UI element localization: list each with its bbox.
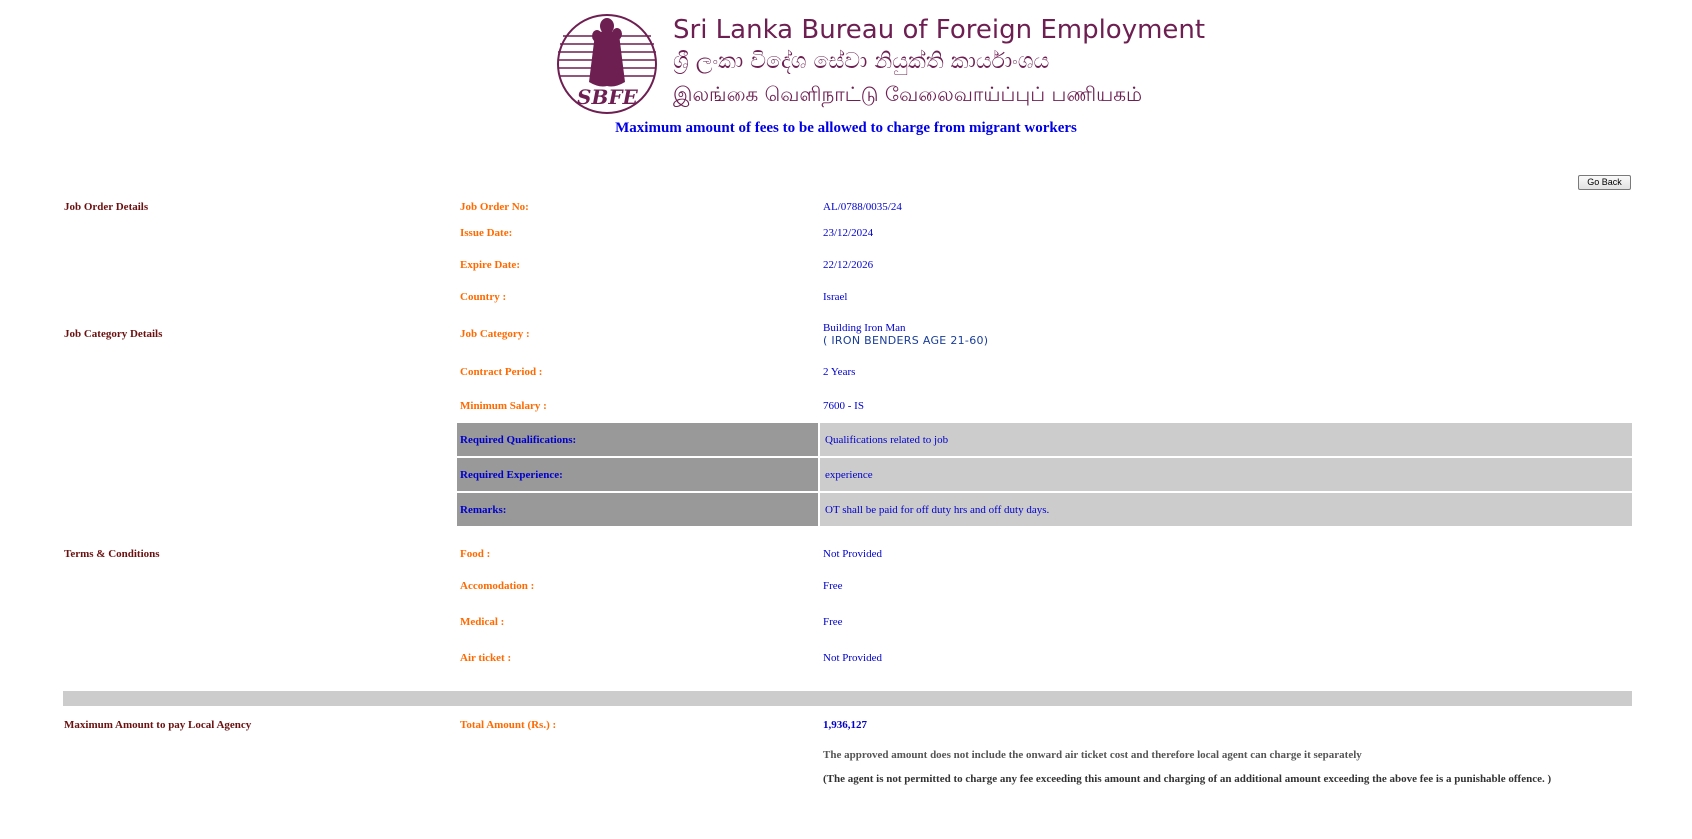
value-accommodation: Free bbox=[823, 580, 843, 592]
value-job-order-no: AL/0788/0035/24 bbox=[823, 201, 902, 213]
row-medical bbox=[63, 604, 1632, 640]
org-name-tamil: இலங்கை வெளிநாட்டு வேலைவாய்ப்புப் பணியகம் bbox=[673, 82, 1143, 106]
label-job-category: Job Category : bbox=[460, 328, 530, 340]
row-accommodation bbox=[63, 568, 1632, 604]
value-job-category-sub: ( IRON BENDERS AGE 21-60) bbox=[823, 333, 989, 347]
value-country: Israel bbox=[823, 291, 848, 303]
logo-text bbox=[673, 12, 1205, 110]
label-contract-period: Contract Period : bbox=[460, 366, 543, 378]
value-required-experience: experience bbox=[820, 458, 1632, 491]
job-order-details-table bbox=[63, 197, 1632, 676]
label-minimum-salary: Minimum Salary : bbox=[460, 400, 547, 412]
value-air-ticket: Not Provided bbox=[823, 652, 882, 664]
row-job-order-no bbox=[63, 197, 1632, 217]
value-job-category bbox=[818, 322, 1632, 347]
value-required-qualifications: Qualifications related to job bbox=[820, 423, 1632, 456]
section-terms-conditions: Terms & Conditions bbox=[64, 548, 160, 560]
row-job-category bbox=[63, 313, 1632, 355]
page-title: Maximum amount of fees to be allowed to charge from migrant workers bbox=[615, 120, 1077, 136]
row-required-experience bbox=[63, 458, 1632, 491]
row-contract-period bbox=[63, 355, 1632, 389]
section-max-amount: Maximum Amount to pay Local Agency bbox=[64, 719, 252, 731]
value-issue-date: 23/12/2024 bbox=[823, 227, 874, 239]
value-food: Not Provided bbox=[823, 548, 882, 560]
row-total-amount bbox=[63, 715, 1632, 735]
logo-initials: SBFE bbox=[577, 85, 638, 109]
label-food: Food : bbox=[460, 548, 491, 560]
value-remarks: OT shall be paid for off duty hrs and off duty days. bbox=[820, 493, 1632, 526]
label-remarks: Remarks: bbox=[457, 493, 818, 526]
label-country: Country : bbox=[460, 291, 507, 303]
label-total-amount: Total Amount (Rs.) : bbox=[460, 719, 557, 731]
value-job-category-name: Building Iron Man bbox=[823, 321, 906, 334]
row-remarks bbox=[63, 493, 1632, 526]
row-air-ticket bbox=[63, 640, 1632, 676]
label-issue-date: Issue Date: bbox=[460, 227, 513, 239]
note-warning: (The agent is not permitted to charge any fee exceeding this amount and charging of an additional amount exceeding the above fee is a punishable offence. ) bbox=[823, 773, 1552, 785]
label-medical: Medical : bbox=[460, 616, 505, 628]
section-separator bbox=[63, 691, 1632, 706]
value-medical: Free bbox=[823, 616, 843, 628]
label-accommodation: Accomodation : bbox=[460, 580, 535, 592]
note-air-ticket: The approved amount does not include the onward air ticket cost and therefore local agent can charge it separately bbox=[823, 749, 1362, 761]
org-name-english: Sri Lanka Bureau of Foreign Employment bbox=[673, 15, 1206, 45]
row-expire-date bbox=[63, 249, 1632, 281]
row-country bbox=[63, 281, 1632, 313]
org-name-sinhala: ශ්‍රී ලංකා විදේශ සේවා නියුක්ති කාර්යාංශය bbox=[673, 49, 1050, 74]
section-job-order-details: Job Order Details bbox=[64, 201, 149, 213]
sbfe-logo bbox=[555, 12, 1206, 116]
value-expire-date: 22/12/2026 bbox=[823, 259, 874, 271]
label-air-ticket: Air ticket : bbox=[460, 652, 512, 664]
row-minimum-salary bbox=[63, 389, 1632, 423]
row-issue-date bbox=[63, 217, 1632, 249]
row-note-air-ticket bbox=[63, 741, 1632, 769]
section-job-category-details: Job Category Details bbox=[64, 328, 163, 340]
label-required-experience: Required Experience: bbox=[457, 458, 818, 491]
row-note-warning bbox=[63, 769, 1632, 789]
sbfe-emblem-icon bbox=[555, 12, 659, 116]
row-required-qualifications bbox=[63, 423, 1632, 456]
go-back-button[interactable]: Go Back bbox=[1578, 175, 1631, 190]
value-minimum-salary: 7600 - IS bbox=[823, 400, 864, 412]
row-food bbox=[63, 540, 1632, 568]
label-expire-date: Expire Date: bbox=[460, 259, 520, 271]
fees-table bbox=[63, 715, 1632, 789]
value-contract-period: 2 Years bbox=[823, 366, 856, 378]
label-job-order-no: Job Order No: bbox=[460, 201, 529, 213]
label-required-qualifications: Required Qualifications: bbox=[457, 423, 818, 456]
value-total-amount: 1,936,127 bbox=[823, 719, 867, 731]
